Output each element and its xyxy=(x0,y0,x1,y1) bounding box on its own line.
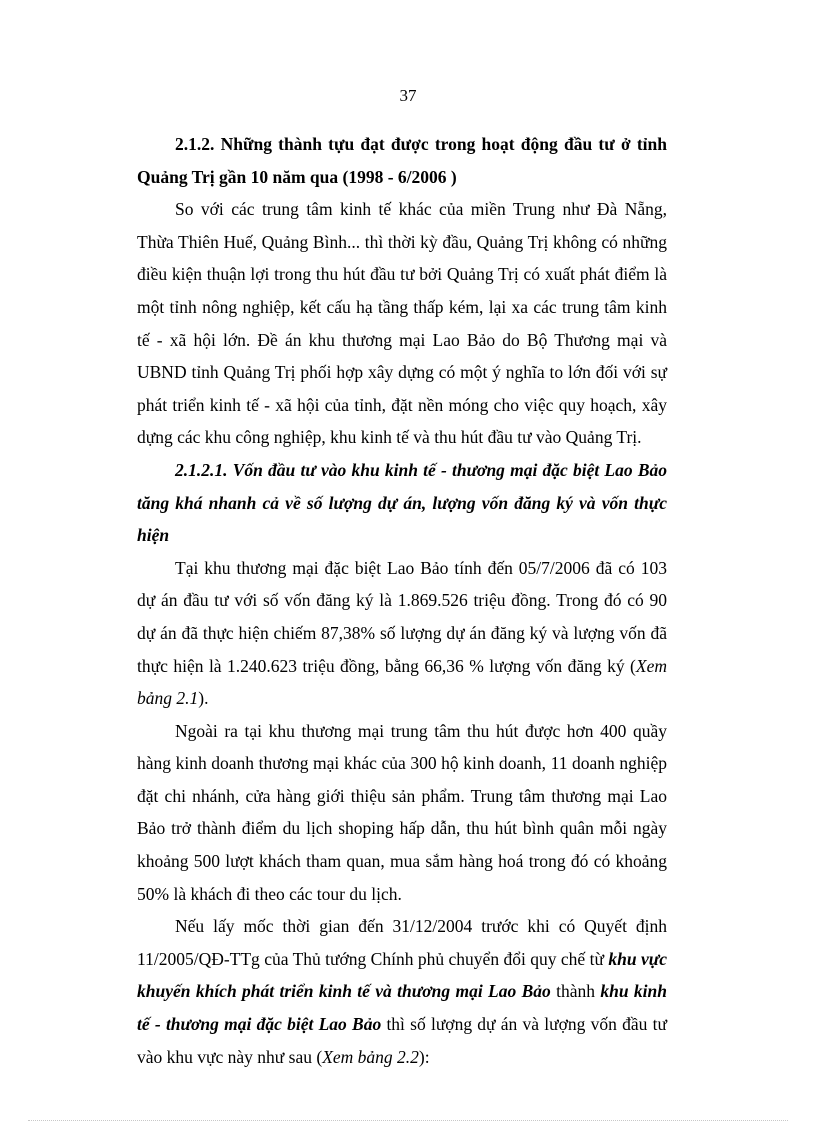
table-reference: Xem bảng 2.1 xyxy=(137,655,667,709)
paragraph-text: thì số lượng dự án và lượng vốn đầu tư vào khu vực này như sau ( xyxy=(137,1014,667,1067)
paragraph-lao-bao-projects xyxy=(137,552,667,715)
paragraph-text: Nếu lấy mốc thời gian đến 31/12/2004 trước khi có Quyết định 11/2005/QĐ-TTg của Thủ tướng Chính phủ chuyển đổi quy chế từ xyxy=(137,916,667,969)
paragraph-end: ). xyxy=(198,688,209,709)
paragraph-text: thành xyxy=(550,981,601,1002)
paragraph-milestone xyxy=(137,910,667,1073)
paragraph-end: ): xyxy=(418,1046,430,1067)
table-reference: Xem bảng 2.2 xyxy=(322,1046,419,1067)
paragraph-text: Tại khu thương mại đặc biệt Lao Bảo tính đến 05/7/2006 đã có 103 dự án đầu tư với số vốn đăng ký là 1.869.526 triệu đồng. Trong đó có 90 dự án đã thực hiện chiếm 87,38% số lượng dự án đăng ký và lượng vốn đã thực hiện là 1.240.623 triệu đồng, bằng 66,36 % lượng vốn đăng ký ( xyxy=(137,557,667,676)
page-number: 37 xyxy=(399,86,417,105)
paragraph-intro: So với các trung tâm kinh tế khác của miền Trung như Đà Nẵng, Thừa Thiên Huế, Quảng Bình... thì thời kỳ đầu, Quảng Trị không có những điều kiện thuận lợi trong thu hút đầu tư bởi Quảng Trị có xuất phát điểm là một tỉnh nông nghiệp, kết cấu hạ tầng thấp kém, lại xa các trung tâm kinh tế - xã hội lớn. Đề án khu thương mại Lao Bảo do Bộ Thương mại và UBND tỉnh Quảng Trị phối hợp xây dựng có một ý nghĩa to lớn đối với sự phát triển kinh tế - xã hội của tỉnh, đặt nền móng cho việc quy hoạch, xây dựng các khu công nghiệp, khu kinh tế và thu hút đầu tư vào Quảng Trị. xyxy=(137,199,667,448)
page-bottom-rule xyxy=(28,1120,788,1121)
emphasis-new-zone: khu kinh tế - thương mại đặc biệt Lao Bảo xyxy=(137,981,667,1035)
page-body xyxy=(137,128,667,1073)
paragraph-trade-center: Ngoài ra tại khu thương mại trung tâm thu hút được hơn 400 quầy hàng kinh doanh thương mại khác của 300 hộ kinh doanh, 11 doanh nghiệp đặt chi nhánh, cửa hàng giới thiệu sản phẩm. Trung tâm thương mại Lao Bảo trở thành điểm du lịch shoping hấp dẫn, thu hút bình quân mỗi ngày khoảng 500 lượt khách tham quan, mua sắm hàng hoá trong đó có khoảng 50% là khách đi theo các tour du lịch. xyxy=(137,720,667,904)
emphasis-old-zone: khu vực khuyến khích phát triển kinh tế và thương mại Lao Bảo xyxy=(137,948,667,1002)
section-heading: 2.1.2. Những thành tựu đạt được trong hoạt động đầu tư ở tỉnh Quảng Trị gần 10 năm qua (1998 - 6/2006 ) xyxy=(137,134,667,187)
subsection-heading: 2.1.2.1. Vốn đầu tư vào khu kinh tế - thương mại đặc biệt Lao Bảo tăng khá nhanh cả về số lượng dự án, lượng vốn đăng ký và vốn thực hiện xyxy=(137,459,667,546)
